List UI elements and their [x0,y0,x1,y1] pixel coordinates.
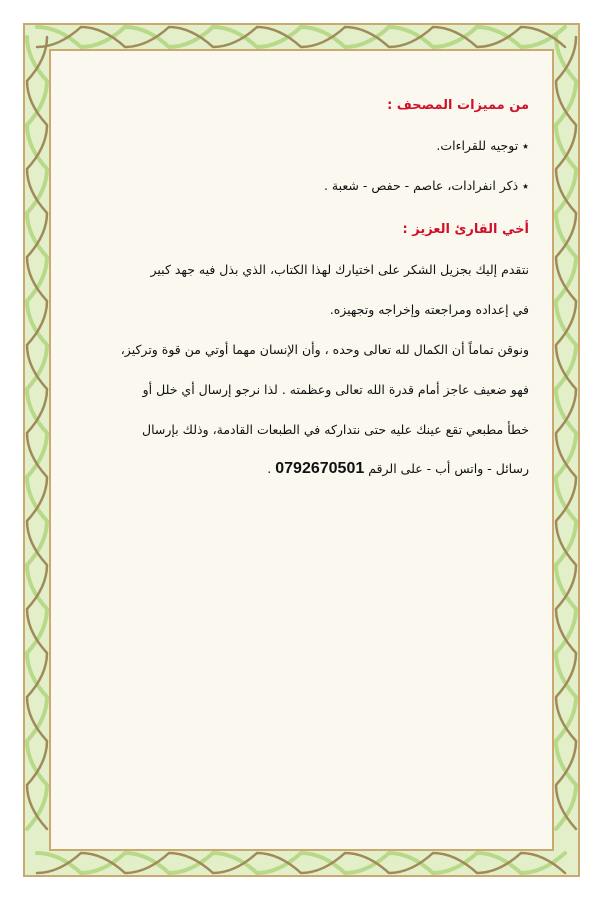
content-area [70,70,533,830]
contact-line [74,460,529,478]
paragraph-line: نتقدم إليك بجزيل الشكر على اختيارك لهذا الكتاب، الذي بذل فيه جهد كبير [150,262,529,277]
paragraph-line: ونوقن تماماً أن الكمال لله تعالى وحده ، وأن الإنسان مهما أوتي من قوة وتركيز، [120,342,529,357]
feature-item: ٭ توجيه للقراءات. [436,138,529,153]
paragraph-line: في إعداده ومراجعته وإخراجه وتجهيزه. [329,302,529,317]
phone-number: 0792670501 [275,460,365,477]
paragraph-line: فهو ضعيف عاجز أمام قدرة الله تعالى وعظمته . لذا نرجو إرسال أي خلل أو [142,382,529,397]
features-heading: من مميزات المصحف : [387,98,529,113]
paragraph-line: خطأ مطبعي تقع عينك عليه حتى نتداركه في الطبعات القادمة، وذلك بإرسال [142,422,529,437]
reader-heading: أخي القارئ العزيز : [402,222,529,237]
feature-item: ٭ ذكر انفرادات، عاصم - حفص - شعبة . [323,178,529,193]
contact-text: رسائل - واتس أب - على الرقم [368,461,529,476]
contact-end: . [267,461,272,476]
